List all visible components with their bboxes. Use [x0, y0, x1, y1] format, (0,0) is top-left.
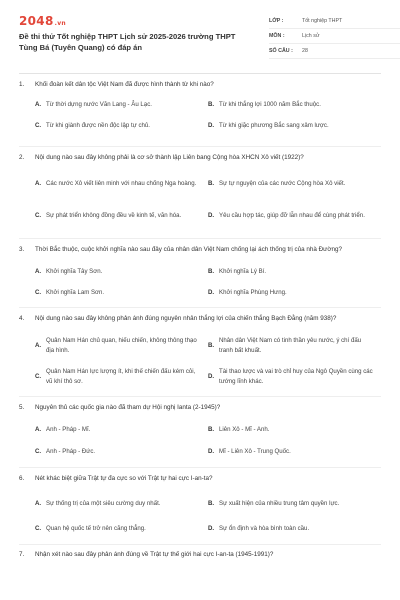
option-text: Anh - Pháp - Mĩ. — [46, 426, 91, 433]
option-letter: B. — [208, 100, 215, 108]
option-text: Khởi nghĩa Lý Bí. — [219, 267, 267, 275]
option-letter: C. — [35, 212, 42, 219]
meta-row-question-count — [269, 44, 400, 59]
exam-title: Đề thi thử Tốt nghiệp THPT Lịch sử 2025-2026 trường THPT Tùng Bá (Tuyên Quang) có đáp án — [19, 32, 236, 52]
question-number: 3. — [19, 246, 25, 253]
option-text: Quân Nam Hán chủ quan, hiếu chiến, không thông thạo địa hình. — [46, 336, 197, 354]
answer-options — [19, 97, 381, 140]
option-letter: B. — [208, 341, 215, 349]
question-number: 5. — [19, 404, 25, 411]
exam-header — [19, 0, 381, 70]
option-b[interactable] — [208, 330, 381, 361]
meta-row-class — [269, 14, 400, 29]
option-text: Khởi nghĩa Lam Sơn. — [46, 288, 105, 296]
option-d[interactable] — [208, 361, 381, 392]
question-stem: Nội dung nào sau đây không phải là cơ sở thành lập Liên bang Cộng hòa XHCN Xô viết (1922)? — [35, 154, 304, 161]
option-letter: D. — [208, 288, 215, 296]
option-text: Sự thống trị của một siêu cường duy nhất. — [46, 500, 161, 507]
question-stem: Khối đoàn kết dân tộc Việt Nam đã được hình thành từ khi nào? — [35, 81, 214, 88]
option-text: Từ thời dựng nước Văn Lang - Âu Lạc. — [46, 100, 152, 108]
question-4 — [19, 308, 381, 397]
exam-meta — [269, 14, 400, 59]
option-a[interactable] — [35, 330, 208, 361]
question-stem: Nội dung nào sau đây không phản ánh đúng nguyên nhân thắng lợi của chiến thắng Bạch Đằng (năm 938)? — [35, 315, 337, 322]
option-letter: D. — [208, 122, 215, 129]
question-stem: Nét khác biệt giữa Trật tự đa cực so với Trật tự hai cực I-an-ta? — [35, 475, 213, 482]
question-number: 2. — [19, 154, 25, 161]
question-number: 1. — [19, 81, 25, 88]
option-text: Các nước Xô viết liên minh với nhau chống Nga hoàng. — [46, 180, 197, 187]
answer-options — [19, 419, 381, 462]
question-2 — [19, 147, 381, 239]
option-text: Từ khi giặc phương Bắc sang xâm lược. — [219, 122, 329, 129]
option-c[interactable] — [35, 361, 208, 392]
question-stem: Thời Bắc thuộc, cuộc khởi nghĩa nào sau đây của nhân dân Việt Nam chống lại ách thống trị của nhà Đường? — [35, 246, 343, 253]
answer-options — [19, 330, 381, 392]
option-letter: C. — [35, 372, 42, 380]
option-a[interactable] — [35, 170, 208, 198]
option-text: Từ khi giành được nền độc lập tự chủ. — [46, 122, 150, 129]
option-letter: A. — [35, 426, 42, 433]
option-c[interactable] — [35, 518, 208, 540]
site-logo[interactable]: 2048.vn — [19, 14, 66, 28]
question-number: 4. — [19, 315, 25, 322]
meta-key: SỐ CÂU : — [269, 48, 293, 54]
option-c[interactable] — [35, 282, 208, 303]
option-letter: A. — [35, 267, 42, 275]
option-d[interactable] — [208, 282, 381, 303]
option-text: Sự phát triển không đồng đều về kinh tế, văn hóa. — [46, 212, 182, 219]
meta-row-subject — [269, 29, 400, 44]
option-text: Khởi nghĩa Phùng Hưng. — [219, 288, 287, 296]
answer-options — [19, 261, 381, 303]
option-a[interactable] — [35, 419, 208, 441]
option-text: Yêu cầu hợp tác, giúp đỡ lẫn nhau để cùng phát triển. — [219, 212, 365, 219]
option-text: Sự tự nguyện của các nước Cộng hòa Xô viết. — [219, 180, 346, 187]
option-text: Anh - Pháp - Đức. — [46, 447, 96, 455]
option-text: Quân Nam Hán lực lượng ít, khi thế chiến đấu kém cỏi, vũ khí thô sơ. — [46, 367, 196, 385]
option-text: Quan hệ quốc tế trở nên căng thẳng. — [46, 525, 146, 532]
option-a[interactable] — [35, 97, 208, 112]
question-5 — [19, 397, 381, 468]
question-number: 7. — [19, 551, 25, 558]
option-letter: B. — [208, 500, 215, 507]
option-letter: D. — [208, 212, 215, 219]
meta-value: Tốt nghiệp THPT — [302, 18, 343, 24]
option-letter: A. — [35, 341, 42, 349]
option-text: Tài thao lược và vai trò chỉ huy của Ngô Quyền cùng các tướng lĩnh khác. — [219, 367, 373, 385]
option-letter: C. — [35, 288, 42, 296]
option-c[interactable] — [35, 441, 208, 462]
question-number: 6. — [19, 475, 25, 482]
header-divider — [19, 73, 381, 74]
option-letter: D. — [208, 525, 215, 532]
option-b[interactable] — [208, 97, 381, 112]
option-text: Khởi nghĩa Tây Sơn. — [46, 267, 103, 275]
option-letter: B. — [208, 426, 215, 433]
option-text: Nhân dân Việt Nam có tinh thần yêu nước, ý chí đấu tranh bất khuất. — [219, 336, 362, 354]
option-text: Liên Xô - Mĩ - Anh. — [219, 426, 270, 433]
option-letter: D. — [208, 447, 215, 455]
meta-value: Lịch sử — [302, 33, 320, 39]
option-b[interactable] — [208, 419, 381, 441]
meta-key: MÔN : — [269, 33, 285, 39]
meta-value: 28 — [302, 48, 308, 54]
meta-key: LỚP : — [269, 18, 284, 24]
answer-options — [19, 170, 381, 234]
option-a[interactable] — [35, 490, 208, 518]
option-d[interactable] — [208, 112, 381, 140]
option-letter: D. — [208, 372, 215, 380]
question-stem: Nhận xét nào sau đây phản ánh đúng về Trật tự thế giới hai cực I-an-ta (1945-1991)? — [35, 551, 274, 558]
question-7 — [19, 545, 381, 560]
option-letter: C. — [35, 525, 42, 532]
option-b[interactable] — [208, 170, 381, 198]
option-text: Sự xuất hiện của nhiều trung tâm quyền lực. — [219, 500, 340, 507]
option-letter: C. — [35, 447, 42, 455]
option-c[interactable] — [35, 198, 208, 234]
option-letter: A. — [35, 500, 42, 507]
option-letter: B. — [208, 267, 215, 275]
answer-options — [19, 490, 381, 540]
option-c[interactable] — [35, 112, 208, 140]
question-stem: Nguyên thủ các quốc gia nào đã tham dự Hội nghị Ianta (2-1945)? — [35, 404, 221, 411]
option-d[interactable] — [208, 518, 381, 540]
question-1 — [19, 80, 381, 147]
option-letter: A. — [35, 180, 42, 187]
option-letter: C. — [35, 122, 42, 129]
option-letter: B. — [208, 180, 215, 187]
option-b[interactable] — [208, 261, 381, 282]
option-a[interactable] — [35, 261, 208, 282]
option-d[interactable] — [208, 198, 381, 234]
question-list — [19, 80, 381, 560]
question-3 — [19, 239, 381, 308]
option-letter: A. — [35, 100, 42, 108]
option-d[interactable] — [208, 441, 381, 462]
option-text: Sự ổn định và hòa bình toàn cầu. — [219, 525, 310, 532]
option-b[interactable] — [208, 490, 381, 518]
question-6 — [19, 468, 381, 545]
option-text: Từ khi thắng lợi 1000 năm Bắc thuộc. — [219, 100, 321, 108]
option-text: Mĩ - Liên Xô - Trung Quốc. — [219, 447, 291, 455]
